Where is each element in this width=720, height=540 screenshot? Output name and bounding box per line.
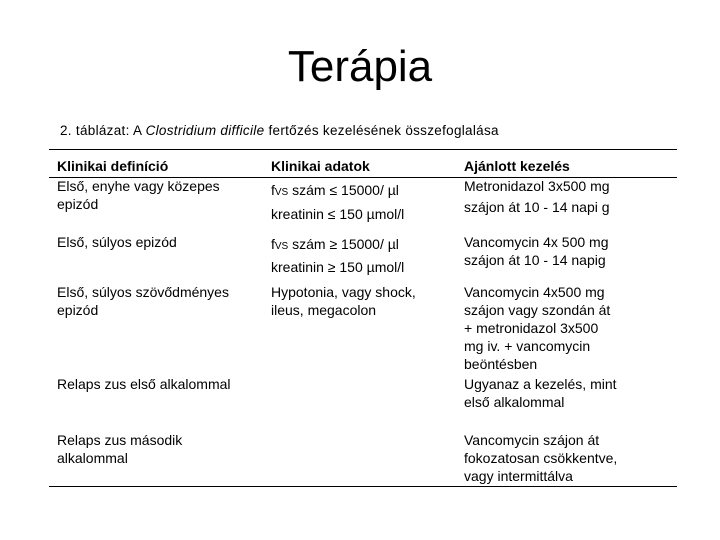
row2-fvs-line xyxy=(271,235,404,256)
row3-treatment-line5: beöntésben xyxy=(464,356,538,372)
row5-treatment-line1: Vancomycin szájon át xyxy=(464,432,600,448)
row3-data-line2: ileus, megacolon xyxy=(271,302,377,318)
row5-definition xyxy=(57,431,182,467)
row4-treatment-line2: első alkalommal xyxy=(464,394,565,410)
row2-treatment xyxy=(464,233,608,269)
row1-f-prefix: f xyxy=(271,182,275,198)
row1-kreatinin-line: kreatinin ≤ 150 µmol/l xyxy=(271,206,405,222)
row5-definition-line1: Relaps zus második xyxy=(57,432,183,448)
row3-treatment-line1: Vancomycin 4x500 mg xyxy=(464,284,605,300)
row1-treatment-line2: szájon át 10 - 14 napi g xyxy=(464,199,610,215)
row4-definition xyxy=(57,375,231,393)
row1-definition-line1: Első, enyhe vagy közepes xyxy=(57,178,220,194)
row3-treatment-line2: szájon vagy szondán át xyxy=(464,302,611,318)
row2-clinical-data xyxy=(271,235,404,276)
row1-clinical-data xyxy=(271,181,404,223)
table-bottom-rule xyxy=(49,486,677,487)
table-top-rule xyxy=(49,149,677,150)
row1-fvs-value: szám ≤ 15000/ µl xyxy=(288,182,399,198)
row4-definition-line1: Relaps zus első alkalommal xyxy=(57,376,231,392)
row1-definition xyxy=(57,177,220,213)
row3-data-line1: Hypotonia, vagy shock, xyxy=(271,284,416,300)
caption-prefix: 2. táblázat: A xyxy=(60,123,146,138)
header-clinical-definition: Klinikai definíció xyxy=(57,158,169,174)
caption-suffix: fertőzés kezelésének összefoglalása xyxy=(264,123,499,138)
row3-clinical-data xyxy=(271,283,416,319)
caption-organism: Clostridium difficile xyxy=(145,123,265,138)
row2-treatment-line1: Vancomycin 4x 500 mg xyxy=(464,234,609,250)
row2-kreatinin-line: kreatinin ≥ 150 µmol/l xyxy=(271,259,405,275)
row5-treatment-line3: vagy intermittálva xyxy=(464,468,573,484)
row3-treatment-line3: + metronidazol 3x500 xyxy=(464,320,599,336)
row3-treatment-line4: mg iv. + vancomycin xyxy=(464,338,591,354)
row4-treatment xyxy=(464,375,617,411)
header-clinical-data: Klinikai adatok xyxy=(271,158,370,174)
row1-treatment xyxy=(464,177,610,216)
row2-definition xyxy=(57,233,177,251)
row3-definition-line2: epizód xyxy=(57,302,99,318)
row2-f-prefix: f xyxy=(271,236,275,252)
row5-definition-line2: alkalommal xyxy=(57,450,128,466)
header-recommended-treatment: Ajánlott kezelés xyxy=(464,158,570,174)
slide-title: Terápia xyxy=(287,42,433,91)
row2-f-subscript: VS xyxy=(274,241,289,252)
row3-definition xyxy=(57,283,229,319)
row3-definition-line1: Első, súlyos szövődményes xyxy=(57,284,229,300)
row2-definition-line1: Első, súlyos epizód xyxy=(57,234,177,250)
row1-f-subscript: VS xyxy=(274,187,289,198)
row1-treatment-line1: Metronidazol 3x500 mg xyxy=(464,178,610,194)
row4-treatment-line1: Ugyanaz a kezelés, mint xyxy=(464,376,617,392)
row2-treatment-line2: szájon át 10 - 14 napig xyxy=(464,252,606,268)
row1-definition-line2: epizód xyxy=(57,196,99,212)
row5-treatment xyxy=(464,431,617,485)
row1-fvs-line xyxy=(271,181,404,202)
row2-fvs-value: szám ≥ 15000/ µl xyxy=(288,236,399,252)
row5-treatment-line2: fokozatosan csökkentve, xyxy=(464,450,618,466)
row3-treatment xyxy=(464,283,610,373)
table-caption xyxy=(60,123,499,139)
